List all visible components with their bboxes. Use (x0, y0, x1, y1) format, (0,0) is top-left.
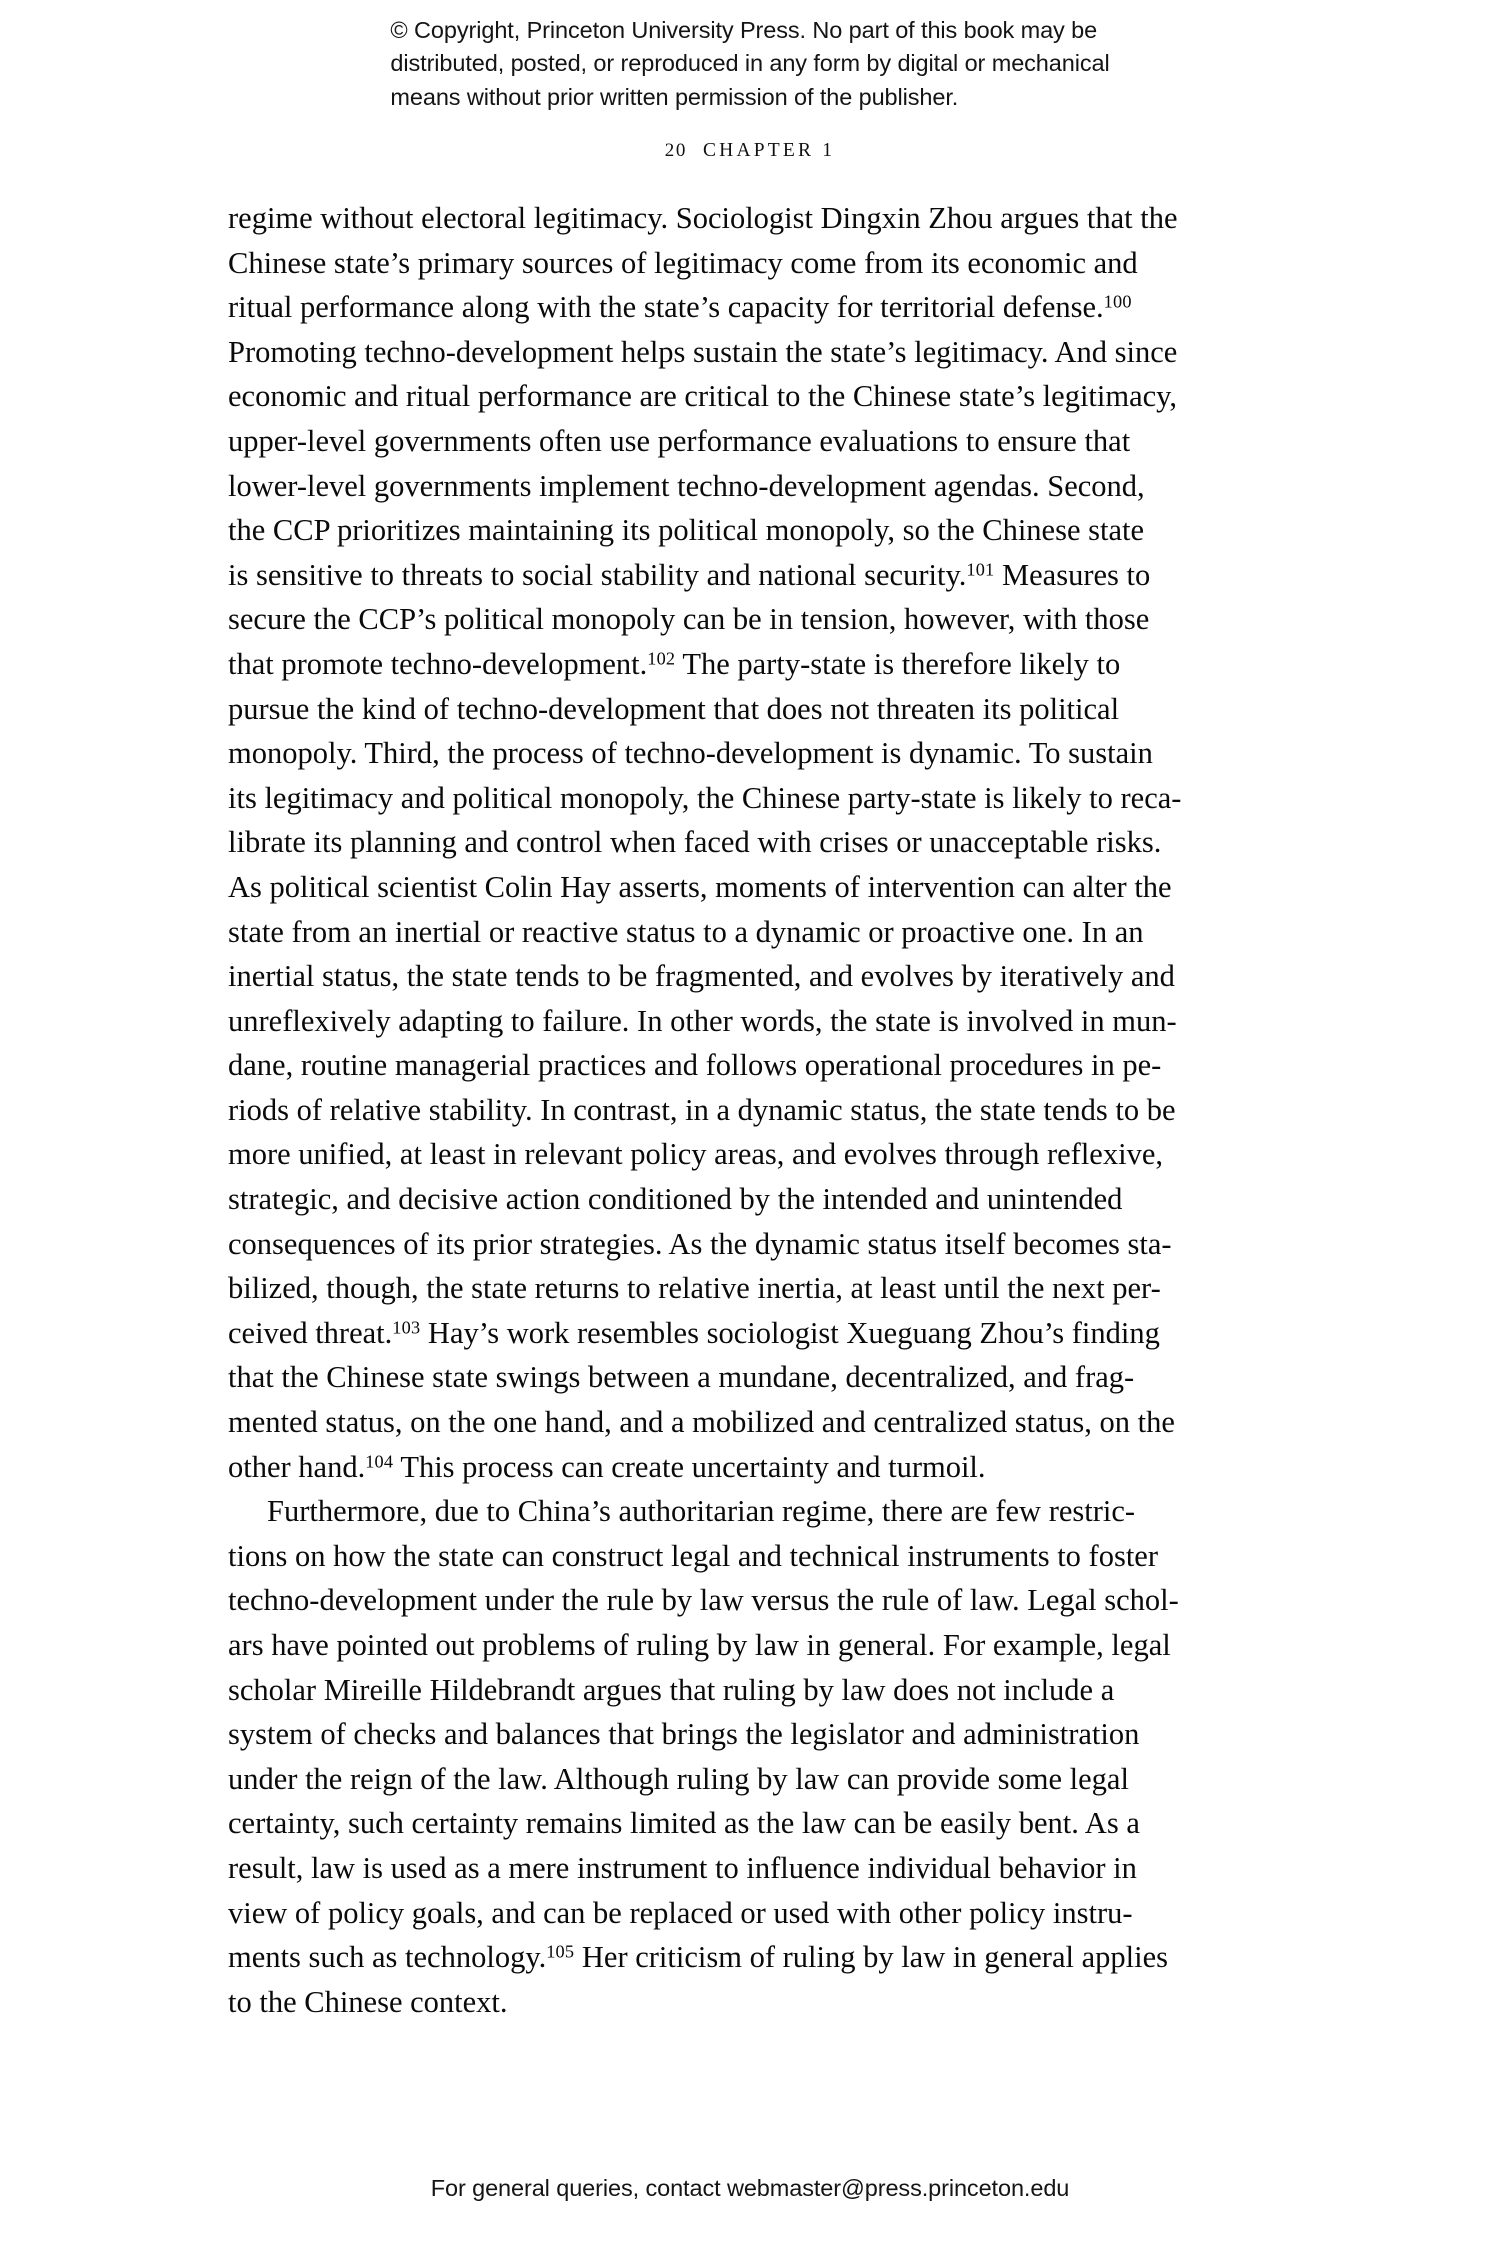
text-line: scholar Mireille Hildebrandt argues that ruling by law does not include a (228, 1672, 1115, 1707)
line-text: Measures to (994, 557, 1151, 592)
text-line (228, 1311, 1284, 1356)
text-line: lower-level governments implement techno-development agendas. Second, (228, 468, 1145, 503)
footnote-marker: 102 (647, 648, 676, 669)
page-number: 20 (664, 140, 687, 161)
text-line: tions on how the state can construct legal and technical instruments to foster (228, 1538, 1158, 1573)
line-text: other hand. (228, 1449, 366, 1484)
chapter-label: CHAPTER 1 (702, 140, 836, 161)
text-line: As political scientist Colin Hay asserts, moments of intervention can alter the (228, 869, 1172, 904)
line-text: is sensitive to threats to social stability and national security. (228, 557, 967, 592)
text-line: monopoly. Third, the process of techno-development is dynamic. To sustain (228, 736, 1153, 771)
text-line: riods of relative stability. In contrast, in a dynamic status, the state tends to be (228, 1092, 1176, 1127)
text-line: certainty, such certainty remains limited as the law can be easily bent. As a (228, 1806, 1140, 1841)
text-line (228, 1489, 1284, 1534)
line-text: ritual performance along with the state’s capacity for territorial defense. (228, 290, 1104, 325)
text-line (228, 642, 1284, 687)
text-line: pursue the kind of techno-development that does not threaten its political (228, 691, 1120, 726)
text-line: more unified, at least in relevant policy areas, and evolves through reflexive, (228, 1137, 1163, 1172)
copyright-line-3: means without prior written permission of the publisher. (390, 83, 959, 110)
text-line: Promoting techno-development helps sustain the state’s legitimacy. And since (228, 334, 1178, 369)
text-line: secure the CCP’s political monopoly can be in tension, however, with those (228, 602, 1150, 637)
line-text: Hay’s work resembles sociologist Xueguang Zhou’s finding (420, 1315, 1160, 1350)
page-footer (0, 2175, 1500, 2202)
text-line: unreflexively adapting to failure. In other words, the state is involved in mun- (228, 1003, 1177, 1038)
text-line: that the Chinese state swings between a mundane, decentralized, and frag- (228, 1360, 1135, 1395)
text-line: its legitimacy and political monopoly, the Chinese party-state is likely to reca- (228, 780, 1182, 815)
paragraph-2 (228, 1489, 1284, 2024)
text-line: system of checks and balances that brings the legislator and administration (228, 1717, 1140, 1752)
text-line: inertial status, the state tends to be fragmented, and evolves by iteratively and (228, 959, 1175, 994)
text-line: economic and ritual performance are critical to the Chinese state’s legitimacy, (228, 379, 1178, 414)
line-text: The party-state is therefore likely to (675, 646, 1121, 681)
text-line: result, law is used as a mere instrument to influence individual behavior in (228, 1850, 1137, 1885)
footnote-marker: 101 (966, 559, 995, 580)
copyright-notice (0, 14, 1500, 114)
text-line: consequences of its prior strategies. As the dynamic status itself becomes sta- (228, 1226, 1172, 1261)
text-line: the CCP prioritizes maintaining its political monopoly, so the Chinese state (228, 513, 1145, 548)
text-line: to the Chinese context. (228, 1984, 508, 2019)
text-line (228, 553, 1284, 598)
text-line: techno-development under the rule by law versus the rule of law. Legal schol- (228, 1583, 1179, 1618)
body-text (228, 196, 1284, 2024)
line-text: Her criticism of ruling by law in general applies (574, 1940, 1168, 1975)
text-line: under the reign of the law. Although ruling by law can provide some legal (228, 1761, 1129, 1796)
text-line (228, 1935, 1284, 1980)
footnote-marker: 104 (365, 1451, 394, 1472)
line-text: ments such as technology. (228, 1940, 547, 1975)
text-line: strategic, and decisive action conditioned by the intended and unintended (228, 1182, 1123, 1217)
text-line (228, 1445, 1284, 1490)
text-line: librate its planning and control when faced with crises or unacceptable risks. (228, 825, 1162, 860)
text-line: ars have pointed out problems of ruling by law in general. For example, legal (228, 1628, 1171, 1662)
footnote-marker: 100 (1103, 291, 1132, 312)
text-line: dane, routine managerial practices and follows operational procedures in pe- (228, 1048, 1162, 1083)
line-text: Furthermore, due to China’s authoritarian regime, there are few restric- (267, 1494, 1136, 1529)
text-line: view of policy goals, and can be replaced or used with other policy instru- (228, 1895, 1133, 1930)
paragraph-1 (228, 196, 1284, 1489)
text-line (228, 285, 1284, 330)
copyright-line-2: distributed, posted, or reproduced in any form by digital or mechanical (390, 50, 1110, 77)
text-line: upper-level governments often use performance evaluations to ensure that (228, 423, 1131, 458)
line-text: This process can create uncertainty and turmoil. (393, 1449, 986, 1484)
text-line: regime without electoral legitimacy. Sociologist Dingxin Zhou argues that the (228, 201, 1178, 235)
footnote-marker: 105 (546, 1941, 575, 1962)
line-text: that promote techno-development. (228, 646, 648, 681)
text-line: bilized, though, the state returns to relative inertia, at least until the next per- (228, 1271, 1161, 1306)
footnote-marker: 103 (392, 1317, 421, 1338)
line-text: ceived threat. (228, 1315, 393, 1350)
running-head (0, 140, 1500, 162)
copyright-line-1: © Copyright, Princeton University Press. No part of this book may be (390, 17, 1098, 43)
footer-text: For general queries, contact webmaster@press.princeton.edu (430, 2175, 1070, 2201)
text-line: mented status, on the one hand, and a mobilized and centralized status, on the (228, 1405, 1175, 1440)
text-line: Chinese state’s primary sources of legitimacy come from its economic and (228, 245, 1138, 280)
text-line: state from an inertial or reactive status to a dynamic or proactive one. In an (228, 914, 1144, 949)
